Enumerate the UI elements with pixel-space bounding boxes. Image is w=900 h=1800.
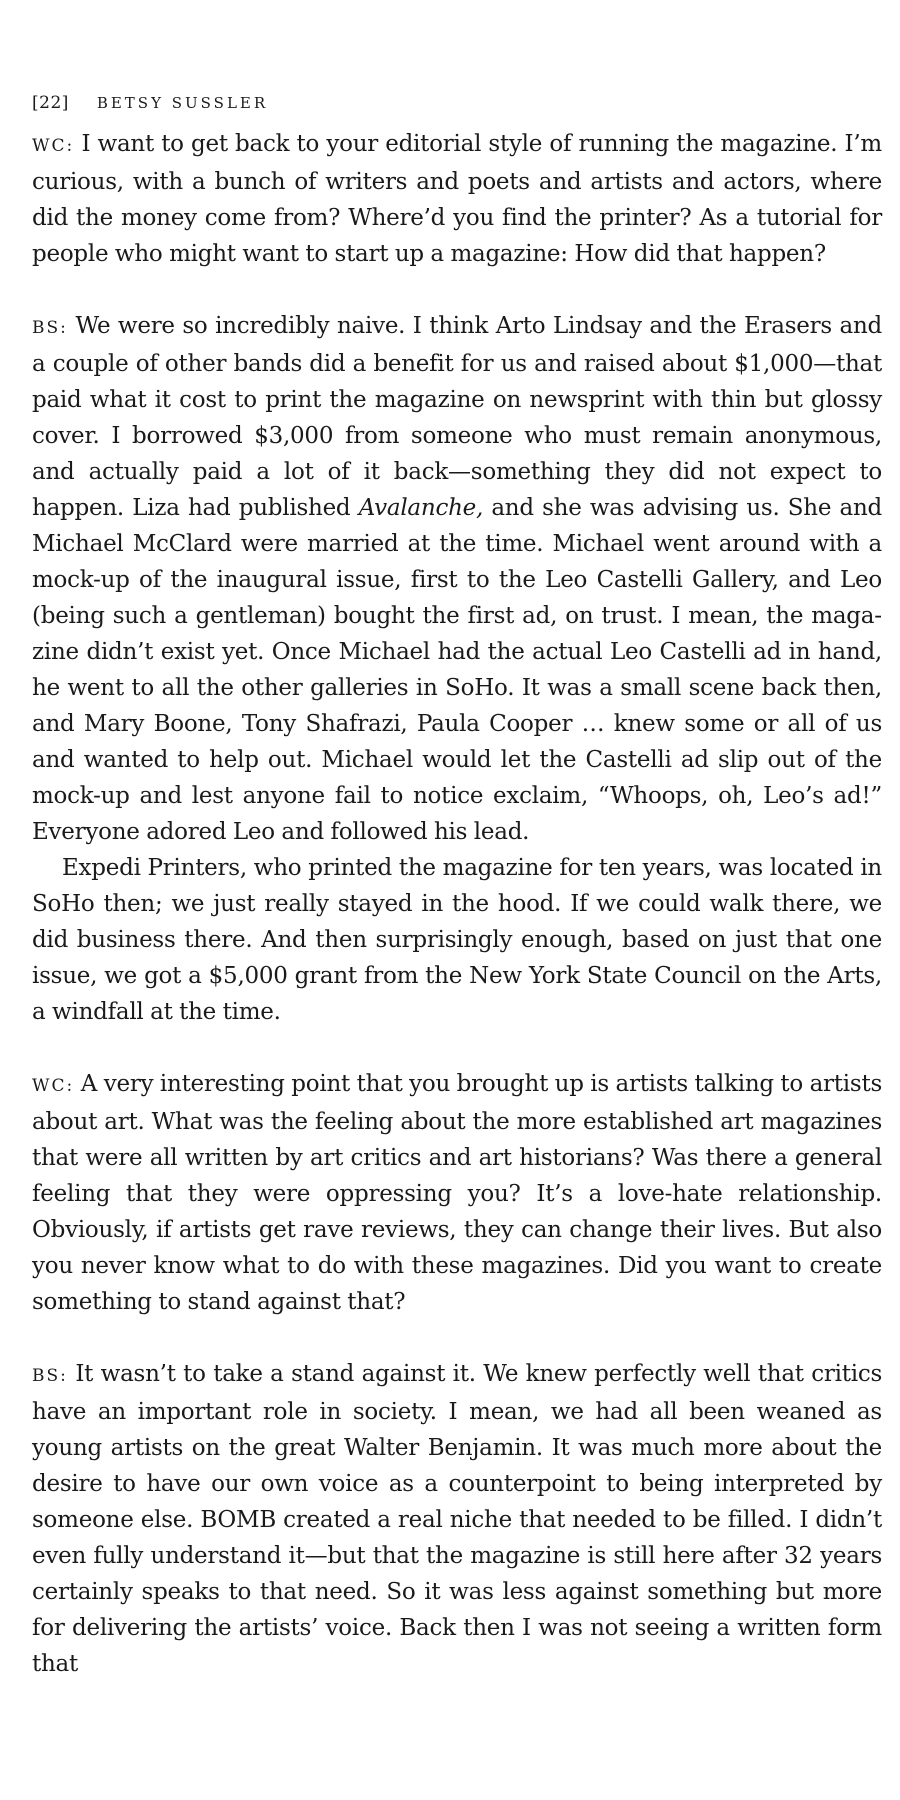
interview-paragraph-bs-1: [32, 308, 882, 850]
paragraph-text: It wasn’t to take a stand against it. We knew perfectly well that critics have an important role in society. I mean, we had all been weaned as young artists on the great Walter Benjamin. It was much more about the desire to have our own voice as a counterpoint to being interpreted by someone else. BOMB created a real niche that needed to be filled. I didn’t even fully understand it—but that the magazine is still here after 32 years certainly speaks to that need. So it was less against something but more for delivering the artists’ voice. Back then I was not seeing a written form that: [32, 1361, 883, 1677]
paragraph-text: We were so incredibly naive. I think Arto Lindsay and the Erasers and a couple of other bands did a benefit for us and raised about $1,000—that paid what it cost to print the magazine on newsprint with thin but glossy cover. I borrowed $3,000 from someone who must remain anonymous, and actually paid a lot of it back—something they did not expect to happen. Liza had published: [32, 313, 883, 521]
speaker-label: BS:: [32, 318, 68, 338]
speaker-label: WC:: [32, 1076, 75, 1096]
paragraph-text: Expedi Printers, who printed the magazine for ten years, was located in SoHo then; we just really stayed in the hood. If we could walk there, we did business there. And then surprisingly enough, based on just that one issue, we got a $5,000 grant from the New York State Council on the Arts, a windfall at the time.: [32, 855, 882, 1025]
interview-paragraph-wc-1: [32, 126, 882, 272]
magazine-title-italic: Avalanche,: [358, 495, 484, 521]
speaker-label: WC:: [32, 136, 75, 156]
paragraph-text: A very interesting point that you brought up is artists talking to artists about art. What was the feeling about the more established art magazines that were all written by art critics and art historians? Was there a general feeling that they were oppressing you? It’s a love-hate relationship. Obviously, if artists get rave reviews, they can change their lives. But also you never know what to do with these magazines. Did you want to create something to stand against that?: [32, 1071, 882, 1315]
speaker-label: BS:: [32, 1366, 68, 1386]
interview-paragraph-wc-2: [32, 1066, 882, 1320]
interview-paragraph-bs-2: [32, 1356, 882, 1682]
running-head: [32, 92, 882, 114]
paragraph-text: I want to get back to your editorial style of running the magazine. I’m curious, with a bunch of writers and poets and artists and actors, where did the money come from? Where’d you find the printer? As a tutorial for people who might want to start up a magazine: How did that happen?: [32, 131, 882, 267]
running-head-author: BETSY SUSSLER: [96, 94, 269, 112]
paragraph-text-continued: and she was advising us. She and Michael McClard were married at the time. Michael went around with a mock-up of the inaugural issue, first to the Leo Castelli Gallery, and Leo (being such a gentleman) bought the first ad, on trust. I mean, the magazine didn’t exist yet. Once Michael had the actual Leo Castelli ad in hand, he went to all the other galleries in SoHo. It was a small scene back then, and Mary Boone, Tony Shafrazi, Paula Cooper … knew some or all of us and wanted to help out. Michael would let the Castelli ad slip out of the mock-up and lest anyone fail to notice exclaim, “Whoops, oh, Leo’s ad!” Everyone adored Leo and followed his lead.: [32, 495, 882, 845]
book-page: [32, 92, 882, 1682]
page-number: [22]: [32, 93, 69, 113]
interview-paragraph-bs-1-continued: [32, 850, 882, 1030]
